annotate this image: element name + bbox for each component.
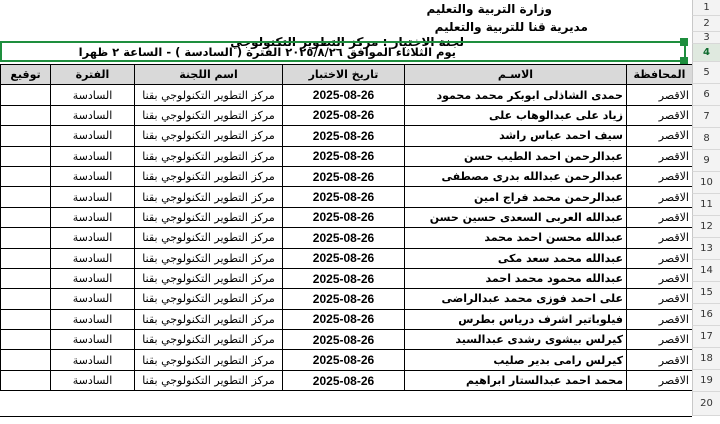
header-signature[interactable]: توقيع [1,65,51,85]
cell-date[interactable]: 2025-08-26 [283,126,405,146]
cell-committee[interactable]: مركز التطوير التكنولوجي بقنا [135,248,283,268]
cell-signature[interactable] [1,289,51,309]
row-number[interactable]: 6 [692,84,720,106]
cell-period[interactable]: السادسة [51,207,135,227]
cell-name[interactable]: عبدالرحمن محمد فراج امين [405,187,627,207]
row-number[interactable]: 19 [692,370,720,392]
header-date[interactable]: تاريخ الاختبار [283,65,405,85]
cell-governorate[interactable]: الاقصر [627,370,693,390]
exam-date-line: يوم الثلاثاء الموافق ٢٠٢٥/٨/٢٦ الفترة ( السادسة ) - الساعة ٢ ظهرا [78,45,456,59]
cell-signature[interactable] [1,85,51,105]
cell-date[interactable]: 2025-08-26 [283,268,405,288]
header-governorate[interactable]: المحافظة [627,65,693,85]
directorate-title: مديرية قنا للتربية والتعليم [434,20,588,34]
cell-signature[interactable] [1,268,51,288]
row-number[interactable]: 9 [692,150,720,172]
row-number[interactable]: 12 [692,216,720,238]
cell-name[interactable]: عبدالله العربى السعدى حسين حسن [405,207,627,227]
cell-name[interactable]: عبدالرحمن عبدالله بدرى مصطفى [405,166,627,186]
exam-table [0,64,692,391]
cell-governorate[interactable]: الاقصر [627,146,693,166]
table-header-row [1,65,693,85]
cell-signature[interactable] [1,166,51,186]
cell-committee[interactable]: مركز التطوير التكنولوجي بقنا [135,289,283,309]
cell-name[interactable]: عبدالله محمد سعد مكى [405,248,627,268]
cell-date[interactable]: 2025-08-26 [283,207,405,227]
cell-signature[interactable] [1,370,51,390]
cell-date[interactable]: 2025-08-26 [283,146,405,166]
cell-date[interactable]: 2025-08-26 [283,166,405,186]
table-row [1,370,693,390]
row-number[interactable]: 15 [692,282,720,304]
cell-signature[interactable] [1,350,51,370]
cell-name[interactable]: عبدالرحمن احمد الطيب حسن [405,146,627,166]
row-number[interactable]: 4 [692,44,720,62]
row-number[interactable]: 18 [692,348,720,370]
cell-governorate[interactable]: الاقصر [627,248,693,268]
table-row [1,207,693,227]
row-number[interactable]: 11 [692,194,720,216]
cell-date[interactable]: 2025-08-26 [283,370,405,390]
cell-period[interactable]: السادسة [51,126,135,146]
cell-governorate[interactable]: الاقصر [627,207,693,227]
cell-date[interactable]: 2025-08-26 [283,330,405,350]
cell-period[interactable]: السادسة [51,330,135,350]
cell-signature[interactable] [1,330,51,350]
cell-committee[interactable]: مركز التطوير التكنولوجي بقنا [135,350,283,370]
table-row [1,85,693,105]
row-number[interactable]: 7 [692,106,720,128]
cell-date[interactable]: 2025-08-26 [283,187,405,207]
table-row [1,126,693,146]
cell-period[interactable]: السادسة [51,370,135,390]
row-number[interactable]: 10 [692,172,720,194]
cell-period[interactable]: السادسة [51,309,135,329]
cell-committee[interactable]: مركز التطوير التكنولوجي بقنا [135,146,283,166]
cell-governorate[interactable]: الاقصر [627,228,693,248]
cell-governorate[interactable]: الاقصر [627,289,693,309]
cell-date[interactable]: 2025-08-26 [283,85,405,105]
row-number[interactable]: 1 [692,0,720,16]
cell-date[interactable]: 2025-08-26 [283,105,405,125]
cell-signature[interactable] [1,228,51,248]
cell-governorate[interactable]: الاقصر [627,126,693,146]
cell-name[interactable]: على احمد فوزى محمد عبدالراضى [405,289,627,309]
cell-governorate[interactable]: الاقصر [627,105,693,125]
cell-committee[interactable]: مركز التطوير التكنولوجي بقنا [135,330,283,350]
table-row [1,289,693,309]
table-row [1,248,693,268]
cell-name[interactable]: كيرلس رامى بدير صليب [405,350,627,370]
cell-governorate[interactable]: الاقصر [627,268,693,288]
table-row [1,166,693,186]
cell-governorate[interactable]: الاقصر [627,187,693,207]
row-number[interactable]: 14 [692,260,720,282]
cell-committee[interactable]: مركز التطوير التكنولوجي بقنا [135,126,283,146]
cell-period[interactable]: السادسة [51,228,135,248]
header-committee[interactable]: اسم اللجنة [135,65,283,85]
cell-committee[interactable]: مركز التطوير التكنولوجي بقنا [135,85,283,105]
cell-period[interactable]: السادسة [51,187,135,207]
row-number[interactable]: 17 [692,326,720,348]
cell-period[interactable]: السادسة [51,248,135,268]
cell-date[interactable]: 2025-08-26 [283,289,405,309]
cell-date[interactable]: 2025-08-26 [283,309,405,329]
cell-name[interactable]: كيرلس بيشوى رشدى عبدالسيد [405,330,627,350]
cell-name[interactable]: سيف احمد عباس راشد [405,126,627,146]
cell-committee[interactable]: مركز التطوير التكنولوجي بقنا [135,207,283,227]
cell-governorate[interactable]: الاقصر [627,350,693,370]
cell-governorate[interactable]: الاقصر [627,166,693,186]
cell-governorate[interactable]: الاقصر [627,85,693,105]
cell-signature[interactable] [1,248,51,268]
cell-name[interactable]: عبدالله محسن احمد محمد [405,228,627,248]
row-number[interactable]: 13 [692,238,720,260]
cell-committee[interactable]: مركز التطوير التكنولوجي بقنا [135,228,283,248]
cell-date[interactable]: 2025-08-26 [283,248,405,268]
cell-period[interactable]: السادسة [51,105,135,125]
cell-signature[interactable] [1,146,51,166]
row-number[interactable]: 5 [692,62,720,84]
table-row [1,350,693,370]
cell-period[interactable]: السادسة [51,268,135,288]
cell-period[interactable]: السادسة [51,146,135,166]
cell-period[interactable]: السادسة [51,166,135,186]
cell-name[interactable]: حمدى الشاذلى ابوبكر محمد محمود [405,85,627,105]
cell-committee[interactable]: مركز التطوير التكنولوجي بقنا [135,187,283,207]
row-number[interactable]: 16 [692,304,720,326]
cell-committee[interactable]: مركز التطوير التكنولوجي بقنا [135,166,283,186]
table-row [1,268,693,288]
cell-signature[interactable] [1,309,51,329]
cell-governorate[interactable]: الاقصر [627,309,693,329]
table-row [1,228,693,248]
ministry-title: وزارة التربية والتعليم [426,2,552,16]
cell-date[interactable]: 2025-08-26 [283,350,405,370]
cell-name[interactable]: محمد احمد عبدالستار ابراهيم [405,370,627,390]
table-row [1,330,693,350]
cell-committee[interactable]: مركز التطوير التكنولوجي بقنا [135,309,283,329]
row-number[interactable]: 8 [692,128,720,150]
cell-signature[interactable] [1,105,51,125]
cell-name[interactable]: عبدالله محمود محمد احمد [405,268,627,288]
cell-governorate[interactable]: الاقصر [627,330,693,350]
cell-period[interactable]: السادسة [51,350,135,370]
row-number[interactable]: 3 [692,32,720,44]
table-row [1,105,693,125]
cell-signature[interactable] [1,207,51,227]
row-number[interactable]: 20 [692,392,720,416]
table-body [1,85,693,391]
cell-period[interactable]: السادسة [51,289,135,309]
cell-name[interactable]: زياد على عبدالوهاب على [405,105,627,125]
table-row [1,146,693,166]
partial-next-row [0,416,692,424]
cell-signature[interactable] [1,126,51,146]
committee-title: لجنة الاختبار : مركز التطوير التكنولوجي [230,35,464,49]
cell-committee[interactable]: مركز التطوير التكنولوجي بقنا [135,268,283,288]
cell-name[interactable]: فيلوباتير اشرف درياس بطرس [405,309,627,329]
selection-handle-top[interactable] [680,38,688,46]
header-name[interactable]: الاسـم [405,65,627,85]
header-period[interactable]: الفترة [51,65,135,85]
cell-committee[interactable]: مركز التطوير التكنولوجي بقنا [135,370,283,390]
row-number[interactable]: 2 [692,16,720,32]
cell-period[interactable]: السادسة [51,85,135,105]
cell-signature[interactable] [1,187,51,207]
table-row [1,309,693,329]
table-row [1,187,693,207]
cell-date[interactable]: 2025-08-26 [283,228,405,248]
cell-committee[interactable]: مركز التطوير التكنولوجي بقنا [135,105,283,125]
